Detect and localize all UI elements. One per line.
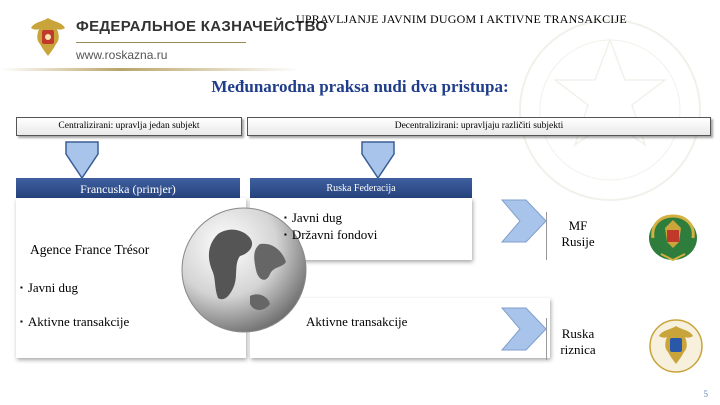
ministry-emblem-icon xyxy=(645,208,701,264)
logo-title: ФЕДЕРАЛЬНОЕ КАЗНАЧЕЙСТВО xyxy=(76,18,328,35)
france-bullet-active-transactions: ▪ Aktivne transakcije xyxy=(20,314,129,330)
watermark-emblem xyxy=(460,0,720,220)
slide-subtitle: Međunarodna praksa nudi dva pristupa: xyxy=(211,77,509,96)
logo-band xyxy=(0,68,300,71)
france-example-label: Francuska (primjer) xyxy=(80,182,176,196)
france-example-header xyxy=(16,178,240,200)
page-number: 5 xyxy=(703,389,708,399)
decentralized-approach-label: Decentralizirani: upravljaju različiti subjekti xyxy=(394,121,564,131)
mf-divider xyxy=(546,212,547,260)
down-arrow-icon xyxy=(62,140,102,180)
russia-bullet-state-funds: ▪ Državni fondovi xyxy=(284,227,377,243)
eagle-emblem-icon xyxy=(28,14,68,58)
mf-russia-label: MF Rusije xyxy=(561,218,595,249)
down-arrow-icon xyxy=(358,140,398,180)
logo-divider xyxy=(76,42,246,43)
decentralized-approach-box xyxy=(247,117,711,136)
treasury-emblem-icon xyxy=(648,318,704,374)
russia-active-transactions: Aktivne transakcije xyxy=(306,314,408,329)
chevron-right-icon xyxy=(500,304,548,354)
russia-example-header xyxy=(250,178,472,200)
treasury-divider xyxy=(546,318,547,360)
centralized-approach-box xyxy=(16,117,242,136)
logo-url: www.roskazna.ru xyxy=(76,48,168,62)
russia-example-label: Ruska Federacija xyxy=(326,183,396,194)
agency-name: Agence France Trésor xyxy=(30,242,150,257)
france-bullet-public-debt: ▪ Javni dug xyxy=(20,280,78,296)
russia-bullet-public-debt: ▪ Javni dug xyxy=(284,210,342,226)
page-title: UPRAVLJANJE JAVNIM DUGOM I AKTIVNE TRANSAKCIJE xyxy=(296,12,627,26)
russian-treasury-label: Ruska riznica xyxy=(560,326,596,357)
centralized-approach-label: Centralizirani: upravlja jedan subjekt xyxy=(58,121,200,131)
chevron-right-icon xyxy=(500,196,548,246)
